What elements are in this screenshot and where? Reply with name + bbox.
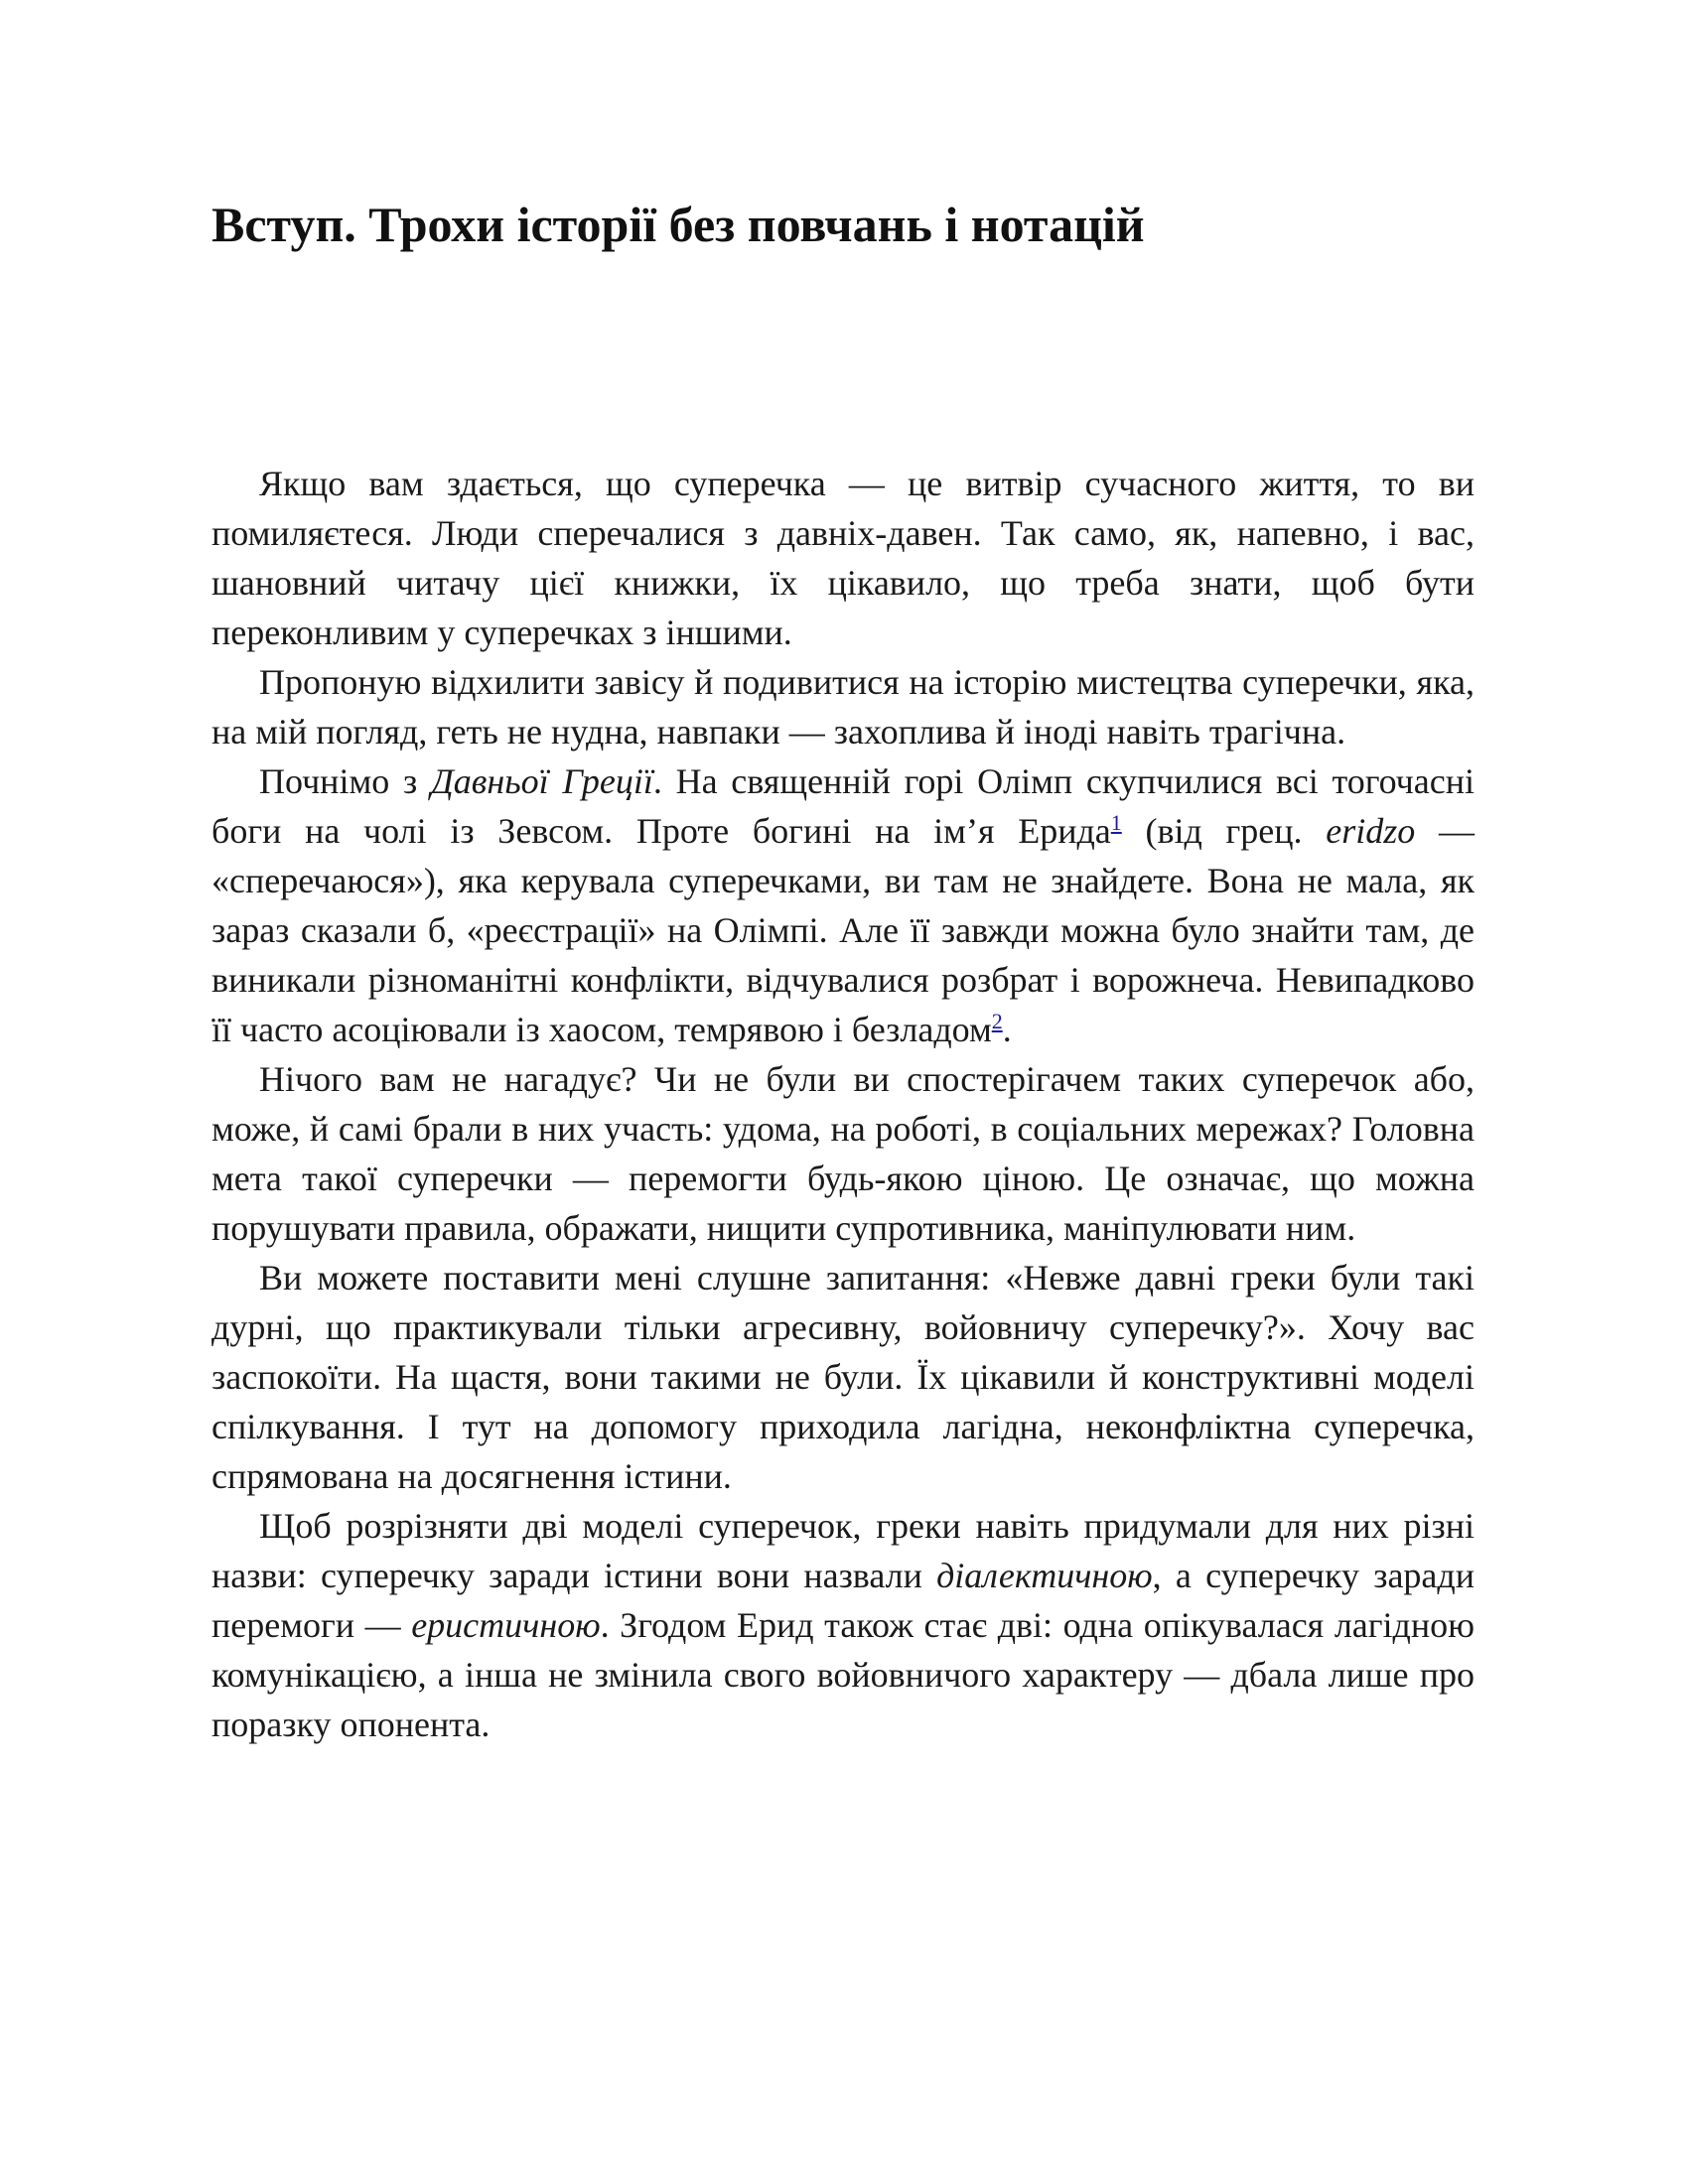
chapter-body: [211, 459, 1475, 1749]
chapter-title: Вступ. Трохи історії без повчань і нотацій: [211, 197, 1145, 252]
italic-term-dialectical: діалектичною: [936, 1556, 1153, 1595]
italic-term-eridzo: eridzo: [1326, 811, 1416, 851]
paragraph-1: Якщо вам здається, що суперечка — це витвір сучасного життя, то ви помиляєтеся. Люди сперечалися з давніх-давен. Так само, як, напевно, і вас, шановний читачу цієї книжки, їх цікавило, що треба знати, щоб бути переконливим у суперечках з іншими.: [211, 464, 1475, 652]
paragraph-6: [211, 1501, 1475, 1749]
paragraph-3-text: Почнімо з: [259, 761, 431, 801]
italic-term-eristic: еристичною: [411, 1605, 601, 1645]
paragraph-4: Нічого вам не нагадує? Чи не були ви спостерігачем таких суперечок або, може, й самі брали в них участь: удома, на роботі, в соціальних мережах? Головна мета такої суперечки — перемогти будь-якою ціною. Це означає, що можна порушувати правила, ображати, нищити супротивника, маніпулювати ним.: [211, 1059, 1475, 1248]
footnote-link-1[interactable]: 1: [1110, 810, 1122, 835]
italic-term-ancient-greece: Давньої Греції: [430, 761, 653, 801]
paragraph-3-text: .: [1002, 1010, 1012, 1049]
paragraph-2: Пропоную відхилити завісу й подивитися на історію мистецтва суперечки, яка, на мій погляд, геть не нудна, навпаки — захоплива й іноді навіть трагічна.: [211, 662, 1475, 751]
paragraph-3: [211, 756, 1475, 1054]
paragraph-6-text: , а суперечку заради перемоги —: [211, 1556, 1475, 1645]
paragraph-5: Ви можете поставити мені слушне запитання: «Невже давні греки були такі дурні, що практикували тільки агресивну, войовничу суперечку?». Хочу вас заспокоїти. На щастя, вони такими не були. Їх цікавили й конструктивні моделі спілкування. І тут на допомогу приходила лагідна, неконфліктна суперечка, спрямована на досягнення істини.: [211, 1258, 1475, 1496]
paragraph-6-text: Щоб розрізняти дві моделі суперечок, греки навіть придумали для них різні назви: суперечку заради істини вони назвали: [211, 1506, 1475, 1595]
paragraph-3-text: — «сперечаюся»), яка керувала суперечками, ви там не знайдете. Вона не мала, як зараз сказали б, «реєстрації» на Олімпі. Але її завжди можна було знайти там, де виникали різноманітні конфлікти, відчувалися розбрат і ворожнеча. Невипадково її часто асоціювали із хаосом, темрявою і безладом: [211, 811, 1476, 1049]
book-page: [211, 191, 1475, 1749]
paragraph-3-text: (від грец.: [1121, 811, 1327, 851]
paragraph-3-text: . На священній горі Олімп скупчилися всі тогочасні боги на чолі із Зевсом. Проте богині на ім’я Ерида: [211, 761, 1475, 851]
paragraph-6-text: . Згодом Ерид також стає дві: одна опікувалася лагідною комунікацією, а інша не змінила свого войовничого характеру — дбала лише про поразку опонента.: [211, 1605, 1475, 1744]
footnote-link-2[interactable]: 2: [991, 1009, 1003, 1033]
